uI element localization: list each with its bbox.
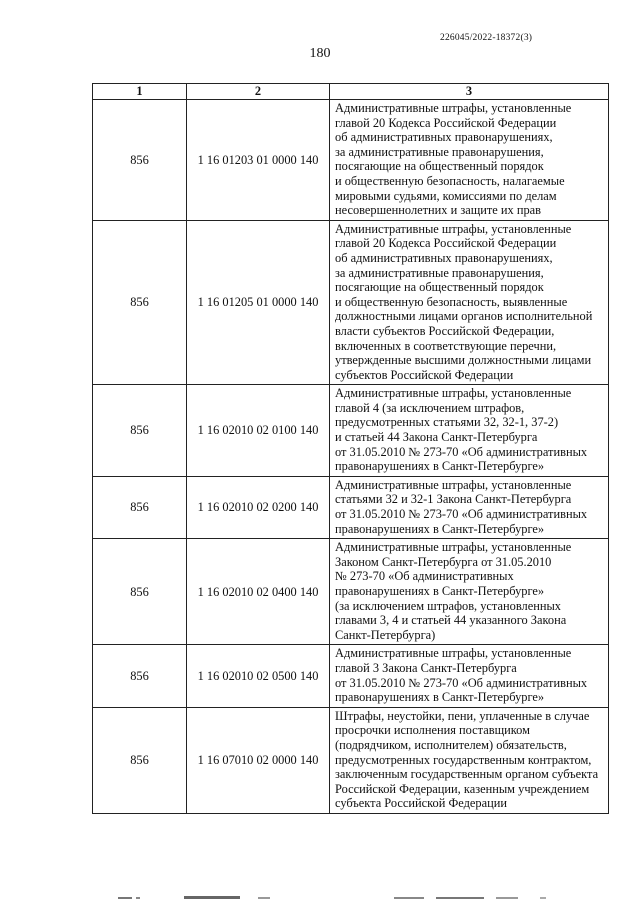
table-row [93,539,609,645]
description-line: главой 3 Закона Санкт-Петербурга [335,660,517,675]
description-line: посягающие на общественный порядок [335,159,544,174]
description-line: главой 20 Кодекса Российской Федерации [335,236,557,251]
revenue-description-cell [330,100,609,221]
budget-classification-code-cell: 1 16 02010 02 0400 140 [187,539,330,645]
administrator-code-cell: 856 [93,100,187,221]
table-row [93,707,609,813]
description-line: об административных правонарушениях, [335,250,553,265]
table-row [93,100,609,221]
budget-classification-code-cell: 1 16 07010 02 0000 140 [187,707,330,813]
budget-classification-code-cell: 1 16 01205 01 0000 140 [187,220,330,385]
description-line: Административные штрафы, установленные [335,540,572,555]
description-line: и статьей 44 Закона Санкт-Петербурга [335,430,538,445]
description-line: (подрядчиком, исполнителем) обязательств, [335,737,567,752]
administrator-code-cell: 856 [93,539,187,645]
description-line: Законом Санкт-Петербурга от 31.05.2010 [335,554,552,569]
administrator-code-cell: 856 [93,476,187,538]
administrator-code-cell: 856 [93,707,187,813]
description-line: правонарушениях в Санкт-Петербурге» [335,690,545,705]
description-line: Административные штрафы, установленные [335,221,572,236]
description-line: № 273-70 «Об административных [335,569,514,584]
document-registration-number: 226045/2022-18372(3) [440,33,533,43]
table-body [93,100,609,814]
revenue-description-cell [330,476,609,538]
description-line: главами 3, 4 и статьей 44 указанного Закона [335,613,567,628]
page-number: 180 [309,46,331,61]
description-line: за административные правонарушения, [335,144,544,159]
description-line: главой 4 (за исключением штрафов, [335,400,525,415]
table-row [93,645,609,707]
description-line: посягающие на общественный порядок [335,280,544,295]
description-line: главой 20 Кодекса Российской Федерации [335,115,557,130]
revenue-description-cell [330,539,609,645]
column-header-3: 3 [330,84,609,100]
scan-edge-artifacts [0,894,640,902]
description-line: от 31.05.2010 № 273-70 «Об административных [335,507,588,522]
description-line: и общественную безопасность, налагаемые [335,173,565,188]
budget-classification-code-cell: 1 16 02010 02 0200 140 [187,476,330,538]
description-line: об административных правонарушениях, [335,130,553,145]
description-line: заключенным государственным органом субъекта [335,767,599,782]
table-header-row [93,84,609,100]
revenue-description-cell [330,645,609,707]
column-header-2: 2 [187,84,330,100]
revenue-description-cell [330,707,609,813]
administrator-code-cell: 856 [93,220,187,385]
description-line: правонарушениях в Санкт-Петербурге» [335,521,545,536]
administrator-code-cell: 856 [93,645,187,707]
description-line: включенных в соответствующие перечни, [335,338,557,353]
column-header-1: 1 [93,84,187,100]
description-line: утвержденные высшими должностными лицами [335,353,592,368]
budget-classification-code-cell: 1 16 02010 02 0500 140 [187,645,330,707]
budget-codes-table [92,83,609,814]
description-line: от 31.05.2010 № 273-70 «Об административных [335,675,588,690]
description-line: Административные штрафы, установленные [335,386,572,401]
description-line: от 31.05.2010 № 273-70 «Об административных [335,444,588,459]
description-line: правонарушениях в Санкт-Петербурге» [335,584,545,598]
description-line: просрочки исполнения поставщиком [335,723,530,738]
description-line: статьями 32 и 32-1 Закона Санкт-Петербурга [335,492,572,507]
description-line: субъектов Российской Федерации [335,367,514,382]
description-line: предусмотренных статьями 32, 32-1, 37-2) [335,415,559,430]
description-line: за административные правонарушения, [335,265,544,280]
table-row [93,220,609,385]
description-line: Административные штрафы, установленные [335,646,572,661]
description-line: предусмотренных государственным контрактом, [335,752,592,767]
description-line: (за исключением штрафов, установленных [335,598,561,613]
description-line: Российской Федерации, казенным учреждением [335,781,590,796]
description-line: Административные штрафы, установленные [335,101,572,115]
description-line: должностными лицами органов исполнительной [335,309,593,324]
description-line: правонарушениях в Санкт-Петербурге» [335,459,545,474]
budget-classification-code-cell: 1 16 01203 01 0000 140 [187,100,330,221]
revenue-description-cell [330,385,609,477]
table-row [93,476,609,538]
description-line: Санкт-Петербурга) [335,627,436,642]
description-line: и общественную безопасность, выявленные [335,294,568,309]
description-line: субъекта Российской Федерации [335,796,507,811]
description-line: власти субъектов Российской Федерации, [335,323,555,338]
description-line: несовершеннолетних и защите их прав [335,203,542,218]
revenue-description-cell [330,220,609,385]
description-line: Штрафы, неустойки, пени, уплаченные в случае [335,708,590,723]
table-row [93,385,609,477]
description-line: мировыми судьями, комиссиями по делам [335,188,557,203]
budget-classification-code-cell: 1 16 02010 02 0100 140 [187,385,330,477]
description-line: Административные штрафы, установленные [335,477,572,492]
administrator-code-cell: 856 [93,385,187,477]
